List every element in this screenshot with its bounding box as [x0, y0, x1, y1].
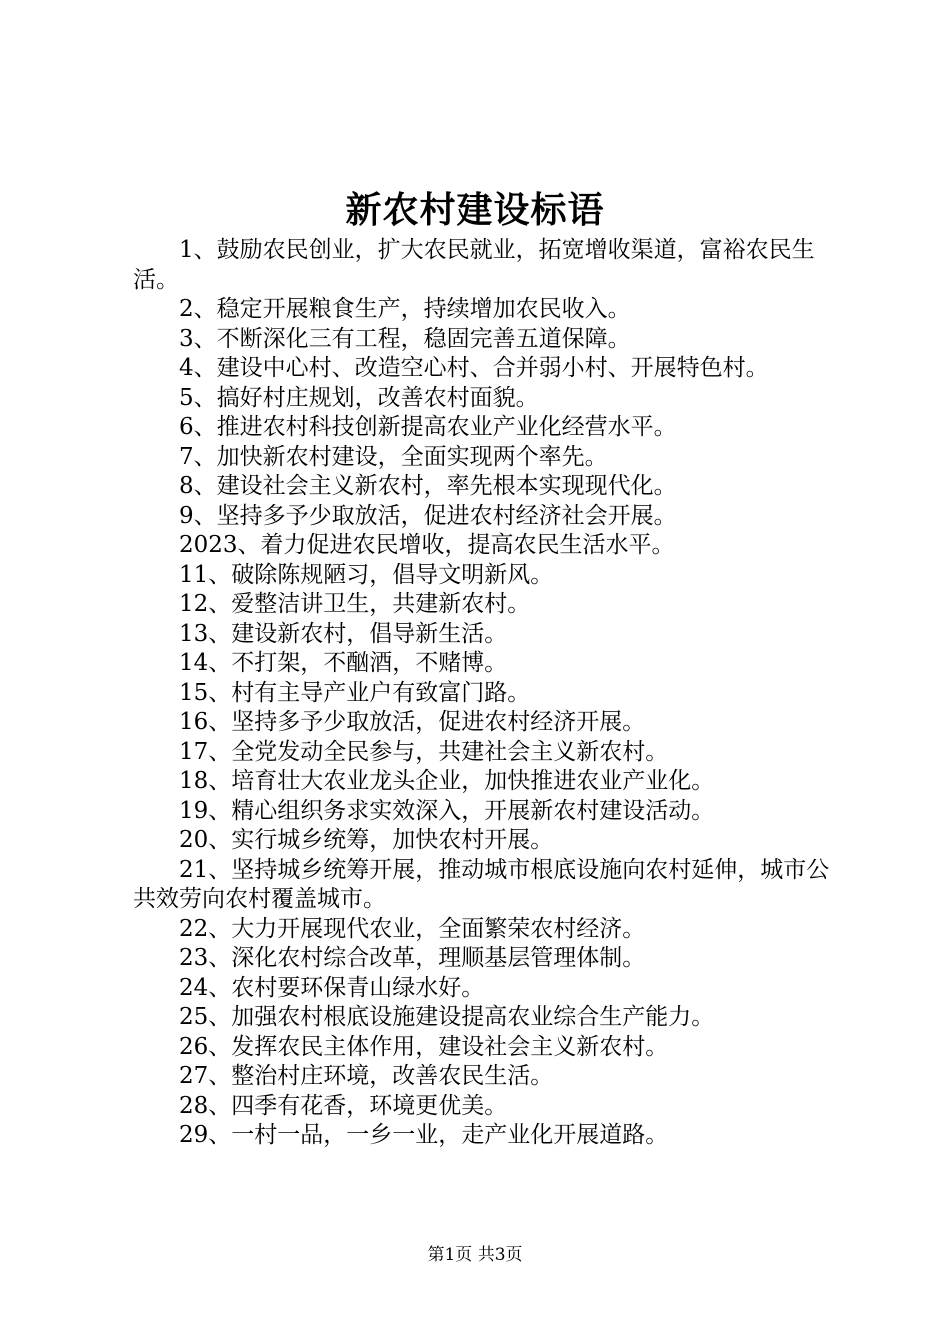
list-item: 19、精心组织务求实效深入，开展新农村建设活动。	[179, 797, 715, 824]
list-item: 2、稳定开展粮食生产，持续增加农民收入。	[179, 296, 631, 322]
list-item: 18、培育壮大农业龙头企业，加快推进农业产业化。	[179, 768, 715, 794]
list-item: 29、一村一品，一乡一业，走产业化开展道路。	[179, 1122, 669, 1148]
list-item: 8、建设社会主义新农村，率先根本实现现代化。	[179, 473, 677, 499]
list-item: 21、坚持城乡统筹开展，推动城市根底设施向农村延伸，城市公共效劳向农村覆盖城市。	[133, 856, 830, 912]
list-item: 14、不打架，不酗酒，不赌博。	[179, 650, 508, 676]
list-item: 22、大力开展现代农业，全面繁荣农村经济。	[179, 915, 646, 942]
document-body	[133, 236, 833, 1151]
list-item: 9、坚持多予少取放活，促进农村经济社会开展。	[179, 502, 677, 529]
list-item: 1、鼓励农民创业，扩大农民就业，拓宽增收渠道，富裕农民生活。	[133, 237, 815, 293]
list-item: 2023、着力促进农民增收，提高农民生活水平。	[179, 532, 675, 558]
list-item: 3、不断深化三有工程，稳固完善五道保障。	[179, 325, 631, 352]
list-item: 12、爱整洁讲卫生，共建新农村。	[179, 591, 531, 617]
list-item: 4、建设中心村、改造空心村、合并弱小村、开展特色村。	[179, 355, 769, 381]
list-item: 23、深化农村综合改革，理顺基层管理体制。	[179, 945, 646, 971]
list-item: 11、破除陈规陋习，倡导文明新风。	[179, 561, 554, 588]
list-item: 13、建设新农村，倡导新生活。	[179, 620, 508, 647]
list-item: 5、搞好村庄规划，改善农村面貌。	[179, 384, 539, 411]
list-item: 24、农村要环保青山绿水好。	[179, 974, 485, 1001]
list-item: 20、实行城乡统筹，加快农村开展。	[179, 827, 554, 853]
list-item: 25、加强农村根底设施建设提高农业综合生产能力。	[179, 1004, 715, 1030]
list-item: 15、村有主导产业户有致富门路。	[179, 679, 531, 706]
list-item: 17、全党发动全民参与，共建社会主义新农村。	[179, 738, 669, 765]
list-item: 28、四季有花香，环境更优美。	[179, 1092, 508, 1119]
page-number-footer: 第1页 共3页	[427, 1245, 523, 1265]
list-item: 27、整治村庄环境，改善农民生活。	[179, 1063, 554, 1089]
document-title: 新农村建设标语	[345, 189, 605, 231]
list-item: 7、加快新农村建设，全面实现两个率先。	[179, 443, 608, 470]
list-item: 16、坚持多予少取放活，促进农村经济开展。	[179, 709, 646, 735]
list-item: 6、推进农村科技创新提高农业产业化经营水平。	[179, 414, 677, 440]
list-item: 26、发挥农民主体作用，建设社会主义新农村。	[179, 1033, 669, 1060]
